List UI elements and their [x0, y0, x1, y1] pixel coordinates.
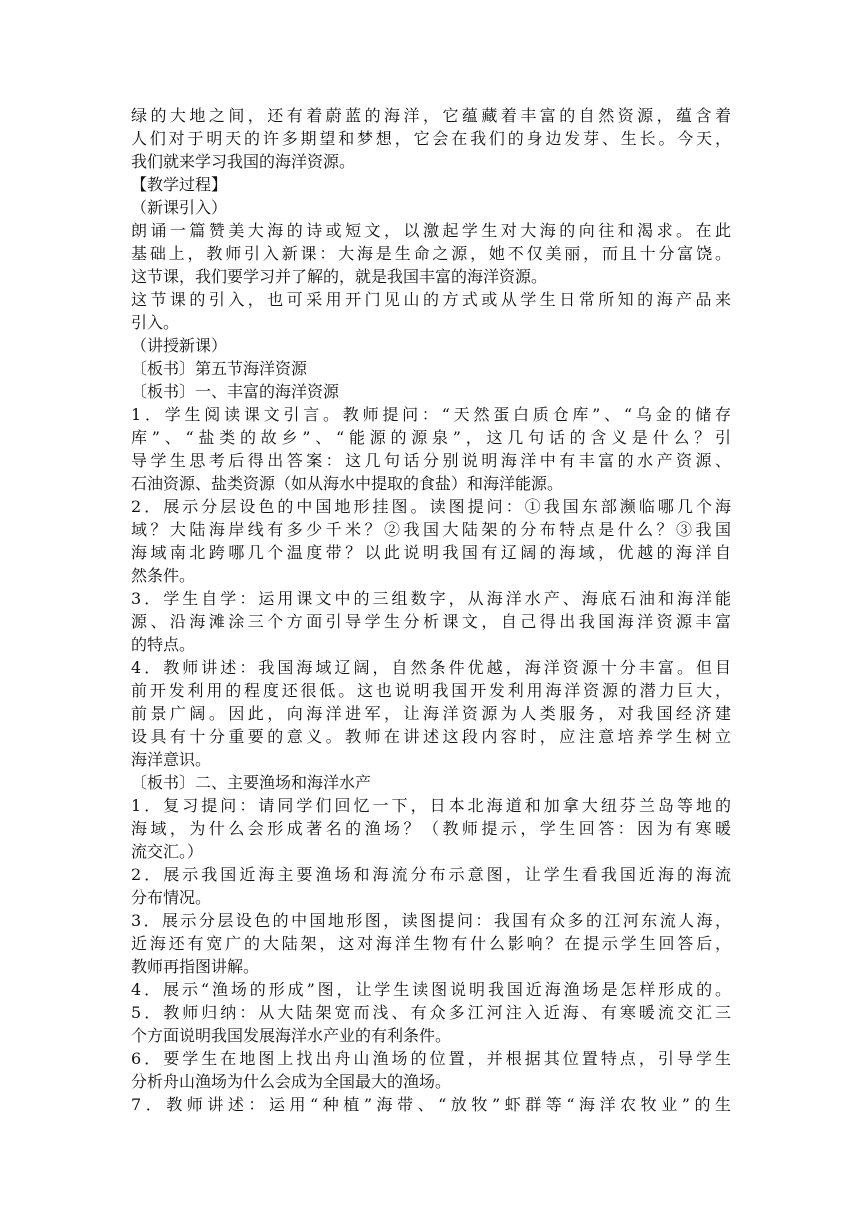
text-line: 这节课的引入，也可采用开门见山的方式或从学生日常所知的海产品来: [131, 290, 731, 309]
text-line: 〔板书〕一、丰富的海洋资源: [131, 382, 340, 401]
text-line: 源、沿海滩涂三个方面引导学生分析课文，自己得出我国海洋资源丰富: [131, 612, 731, 631]
text-line: 7．教师讲述：运用“种植”海带、“放牧”虾群等“海洋农牧业”的生: [131, 1095, 731, 1114]
text-line: 人们对于明天的许多期望和梦想，它会在我们的身边发芽、生长。今天，: [131, 129, 731, 148]
text-line: 1．复习提问：请同学们回忆一下，日本北海道和加拿大纽芬兰岛等地的: [131, 796, 731, 815]
text-line: 前开发利用的程度还很低。这也说明我国开发利用海洋资源的潜力巨大，: [131, 681, 731, 700]
document-page: [131, 104, 731, 1116]
text-line: 近海还有宽广的大陆架，这对海洋生物有什么影响？在提示学生回答后，: [131, 934, 731, 953]
text-line: 导学生思考后得出答案：这几句话分别说明海洋中有丰富的水产资源、: [131, 451, 731, 470]
text-line: 我们就来学习我国的海洋资源。: [131, 152, 356, 171]
text-line: 流交汇。）: [131, 842, 204, 861]
text-line: 库”、“盐类的故乡”、“能源的源泉”，这几句话的含义是什么？引: [131, 428, 731, 447]
text-line: 朗诵一篇赞美大海的诗或短文，以激起学生对大海的向往和渴求。在此: [131, 221, 731, 240]
text-line: 分析舟山渔场为什么会成为全国最大的渔场。: [131, 1072, 452, 1091]
text-line: 的特点。: [131, 635, 196, 654]
text-line: 〔板书〕第五节海洋资源: [131, 359, 308, 378]
text-line: 3．学生自学：运用课文中的三组数字，从海洋水产、海底石油和海洋能: [131, 589, 731, 608]
text-line: 3．展示分层设色的中国地形图，读图提问：我国有众多的江河东流人海，: [131, 911, 731, 930]
text-line: 个方面说明我国发展海洋水产业的有利条件。: [131, 1026, 452, 1045]
text-line: 教师再指图讲解。: [131, 957, 260, 976]
text-line: 〔板书〕二、主要渔场和海洋水产: [131, 773, 372, 792]
text-line: 引入。: [131, 313, 180, 332]
text-line: 绿的大地之间，还有着蔚蓝的海洋，它蕴藏着丰富的自然资源，蕴含着: [131, 106, 731, 125]
text-line: 4．展示“渔场的形成”图，让学生读图说明我国近海渔场是怎样形成的。: [131, 980, 731, 999]
text-line: 2．展示分层设色的中国地形挂图。读图提问：①我国东部濒临哪几个海: [131, 497, 731, 516]
text-line: 域？大陆海岸线有多少千米？②我国大陆架的分布特点是什么？③我国: [131, 520, 731, 539]
text-line: （新课引入）: [131, 198, 228, 217]
text-line: 海域南北跨哪几个温度带？以此说明我国有辽阔的海域，优越的海洋自: [131, 543, 731, 562]
text-line: 分布情况。: [131, 888, 212, 907]
text-line: 基础上，教师引入新课：大海是生命之源，她不仅美丽，而且十分富饶。: [131, 244, 731, 263]
text-line: （讲授新课）: [131, 336, 228, 355]
text-line: 1．学生阅读课文引言。教师提问：“天然蛋白质仓库”、“乌金的储存: [131, 405, 731, 424]
text-line: 设具有十分重要的意义。教师在讲述这段内容时，应注意培养学生树立: [131, 727, 731, 746]
text-line: 5．教师归纳：从大陆架宽而浅、有众多江河注入近海、有寒暖流交汇三: [131, 1003, 731, 1022]
text-line: 石油资源、盐类资源（如从海水中提取的食盐）和海洋能源。: [131, 474, 564, 493]
text-line: 这节课，我们要学习并了解的，就是我国丰富的海洋资源。: [131, 267, 548, 286]
text-line: 【教学过程】: [131, 175, 228, 194]
text-line: 海洋意识。: [131, 750, 212, 769]
text-line: 6．要学生在地图上找出舟山渔场的位置，并根据其位置特点，引导学生: [131, 1049, 731, 1068]
text-line: 4．教师讲述：我国海域辽阔，自然条件优越，海洋资源十分丰富。但目: [131, 658, 731, 677]
text-line: 前景广阔。因此，向海洋进军，让海洋资源为人类服务，对我国经济建: [131, 704, 731, 723]
text-line: 2．展示我国近海主要渔场和海流分布示意图，让学生看我国近海的海流: [131, 865, 731, 884]
text-line: 然条件。: [131, 566, 196, 585]
text-line: 海域，为什么会形成著名的渔场？（教师提示，学生回答：因为有寒暖: [131, 819, 731, 838]
